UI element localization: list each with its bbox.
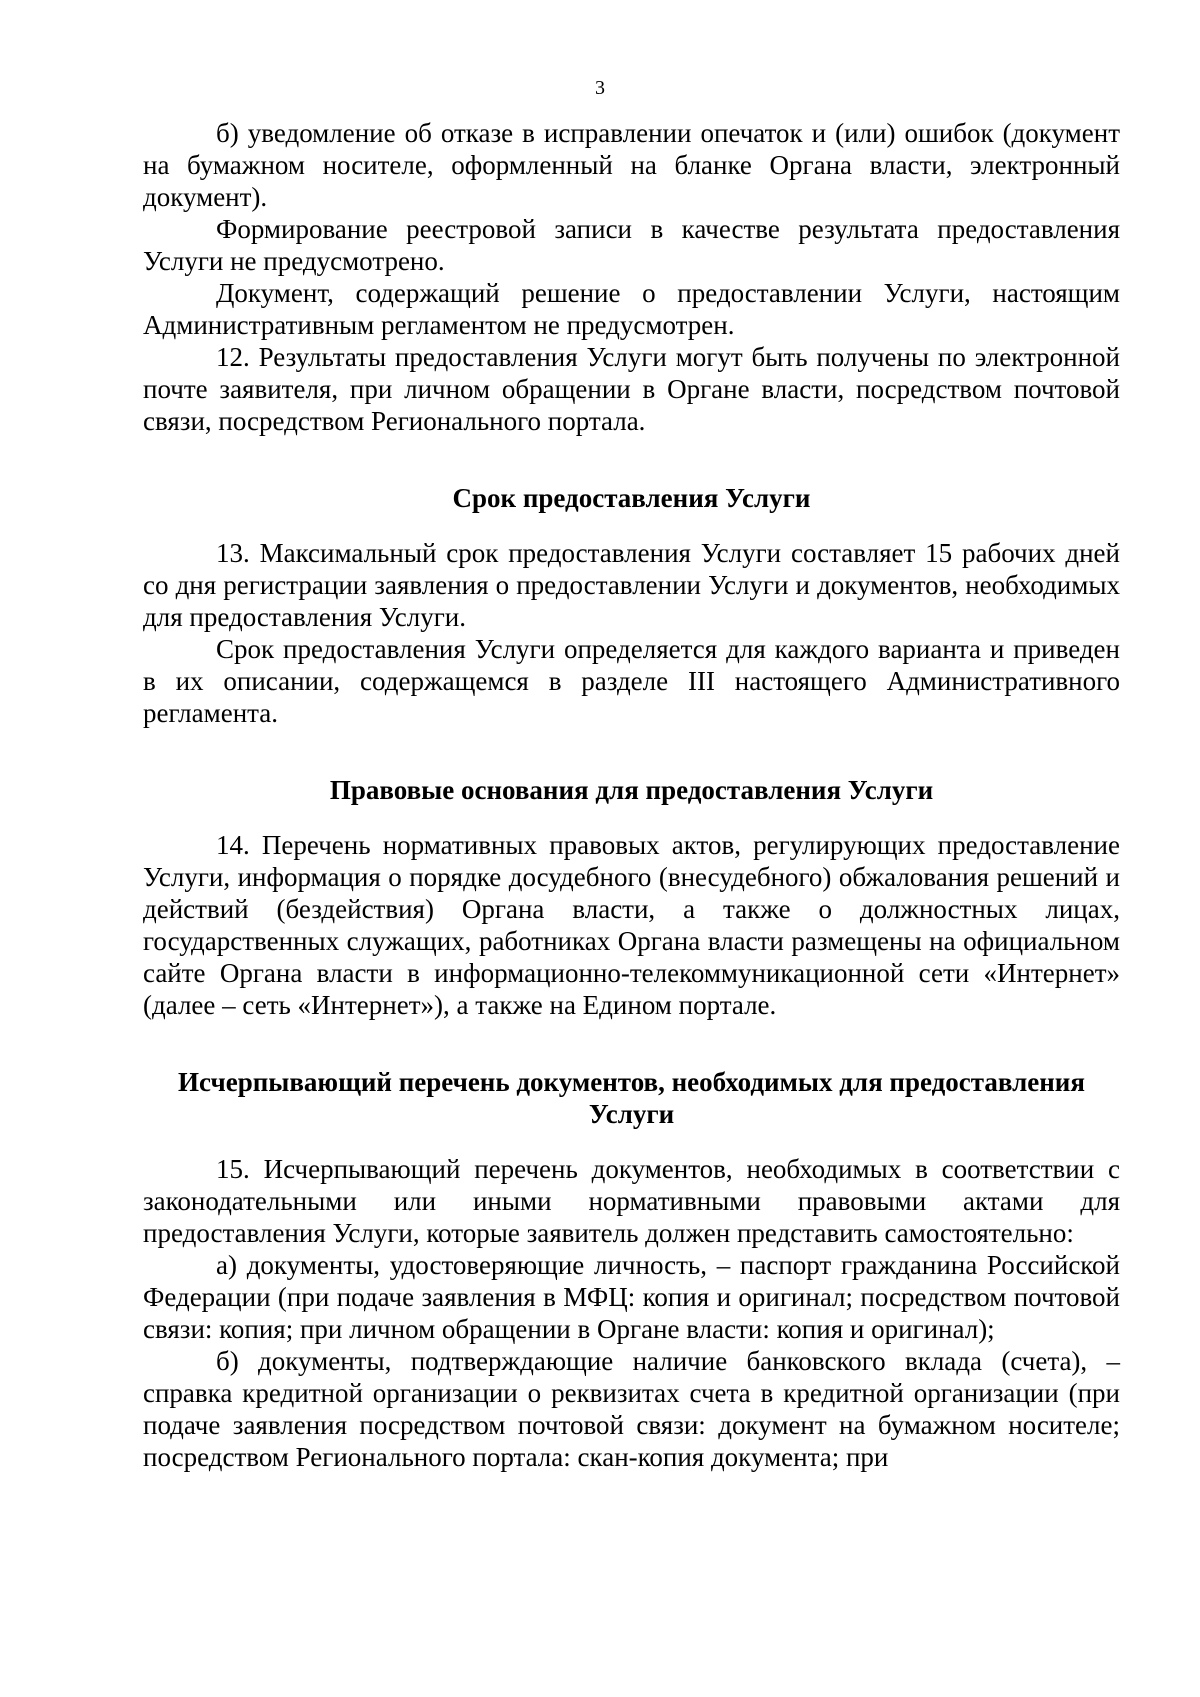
- paragraph-14-legal-acts: 14. Перечень нормативных правовых актов, регулирующих предоставление Услуги, информация о порядке досудебного (внесудебного) обжалования решений и действий (бездействия) Органа власти, а также о должностных лицах, государственных служащих, работниках Органа власти размещены на официальном сайте Органа власти в информационно-телекоммуникационной сети «Интернет» (далее – сеть «Интернет»), а также на Едином портале.: [143, 830, 1120, 1020]
- heading-documents-list: [143, 1066, 1120, 1130]
- paragraph-15a-identity: а) документы, удостоверяющие личность, – паспорт гражданина Российской Федерации (при подаче заявления в МФЦ: копия и оригинал; посредством почтовой связи: копия; при личном обращении в Органе власти: копия и оригинал);: [143, 1250, 1120, 1344]
- paragraph-12-results: 12. Результаты предоставления Услуги могут быть получены по электронной почте заявителя, при личном обращении в Органе власти, посредством почтовой связи, посредством Регионального портала.: [143, 342, 1120, 436]
- heading-documents-line1: Исчерпывающий перечень документов, необходимых для предоставления: [178, 1067, 1085, 1097]
- heading-documents-line2: Услуги: [588, 1099, 675, 1129]
- paragraph-decision-document: Документ, содержащий решение о предоставлении Услуги, настоящим Административным регламентом не предусмотрен.: [143, 278, 1120, 340]
- paragraph-registry-record: Формирование реестровой записи в качестве результата предоставления Услуги не предусмотрено.: [143, 214, 1120, 276]
- paragraph-term-per-variant: Срок предоставления Услуги определяется для каждого варианта и приведен в их описании, содержащемся в разделе III настоящего Административного регламента.: [143, 634, 1120, 728]
- paragraph-15b-bank: б) документы, подтверждающие наличие банковского вклада (счета), – справка кредитной организации о реквизитах счета в кредитной организации (при подаче заявления посредством почтовой связи: документ на бумажном носителе; посредством Регионального портала: скан-копия документа; при: [143, 1346, 1120, 1472]
- heading-legal-grounds: Правовые основания для предоставления Услуги: [329, 775, 934, 805]
- paragraph-13-max-term: 13. Максимальный срок предоставления Услуги составляет 15 рабочих дней со дня регистрации заявления о предоставлении Услуги и документов, необходимых для предоставления Услуги.: [143, 538, 1120, 632]
- paragraph-notice-refusal: б) уведомление об отказе в исправлении опечаток и (или) ошибок (документ на бумажном носителе, оформленный на бланке Органа власти, электронный документ).: [143, 118, 1120, 212]
- paragraph-15-documents: 15. Исчерпывающий перечень документов, необходимых в соответствии с законодательными или иными нормативными правовыми актами для предоставления Услуги, которые заявитель должен представить самостоятельно:: [143, 1154, 1120, 1248]
- heading-service-term: Срок предоставления Услуги: [452, 483, 811, 513]
- document-body: [143, 117, 1120, 1473]
- page-number: 3: [595, 77, 605, 99]
